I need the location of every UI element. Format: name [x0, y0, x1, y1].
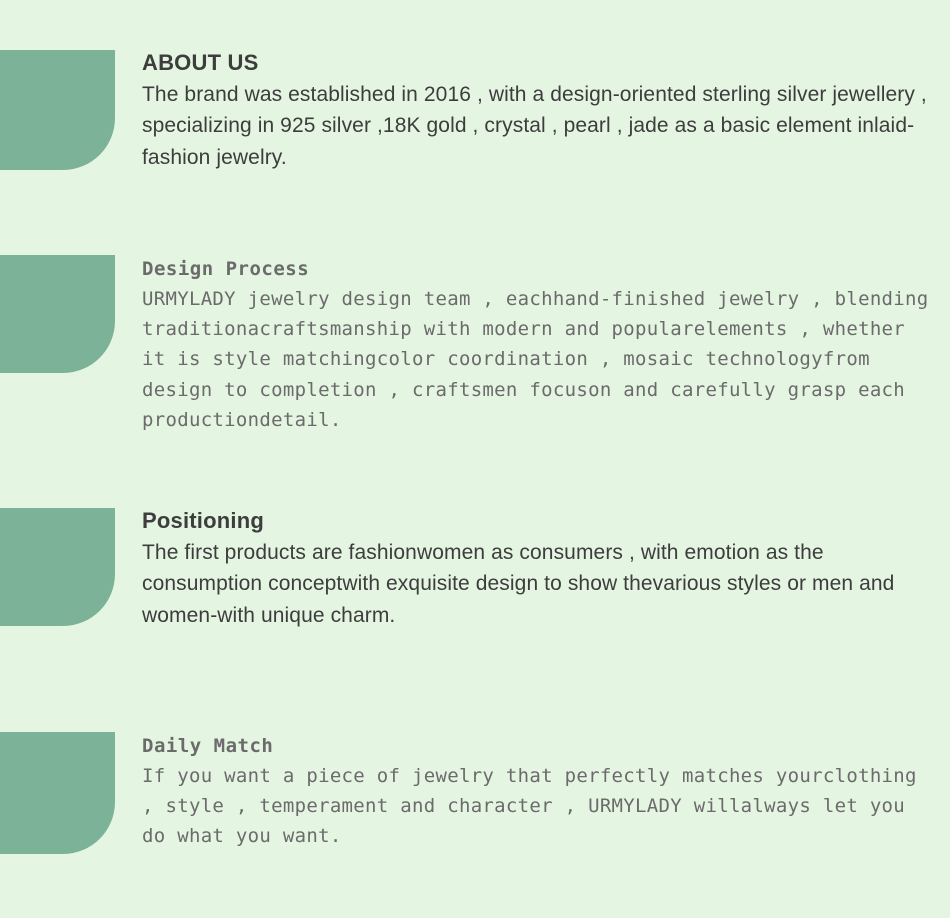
section-content-daily-match [115, 732, 950, 852]
section-heading-about-us: ABOUT US [142, 50, 259, 75]
section-body-daily-match: If you want a piece of jewelry that perfectly matches yourclothing , style , temperament and character , URMYLADY willalways let you do what you want. [142, 764, 917, 848]
section-design-process [0, 255, 950, 435]
section-positioning [0, 508, 950, 631]
section-body-positioning: The first products are fashionwomen as consumers , with emotion as the consumption conceptwith exquisite design to show thevarious styles or men and women-with unique charm. [142, 540, 895, 627]
section-body-design-process: URMYLADY jewelry design team , eachhand-finished jewelry , blending traditionacraftsmanship with modern and popularelements , whether it is style matchingcolor coordination , mosaic technologyfrom design to completion , craftsmen focuson and carefully grasp each productiondetail. [142, 287, 929, 432]
section-about-us [0, 50, 950, 173]
section-daily-match [0, 732, 950, 854]
section-body-about-us: The brand was established in 2016 , with a design-oriented sterling silver jewellery , specializing in 925 silver ,18K gold , crystal , pearl , jade as a basic element inlaid-fashion jewelry. [142, 82, 927, 169]
section-heading-positioning: Positioning [142, 508, 264, 533]
section-heading-daily-match: Daily Match [142, 735, 274, 757]
section-content-design-process [115, 255, 950, 435]
section-heading-design-process: Design Process [142, 258, 310, 280]
section-marker-positioning [0, 508, 115, 626]
section-marker-daily-match [0, 732, 115, 854]
section-content-positioning [115, 508, 950, 631]
section-marker-design-process [0, 255, 115, 373]
section-content-about-us [115, 50, 950, 173]
section-marker-about-us [0, 50, 115, 170]
